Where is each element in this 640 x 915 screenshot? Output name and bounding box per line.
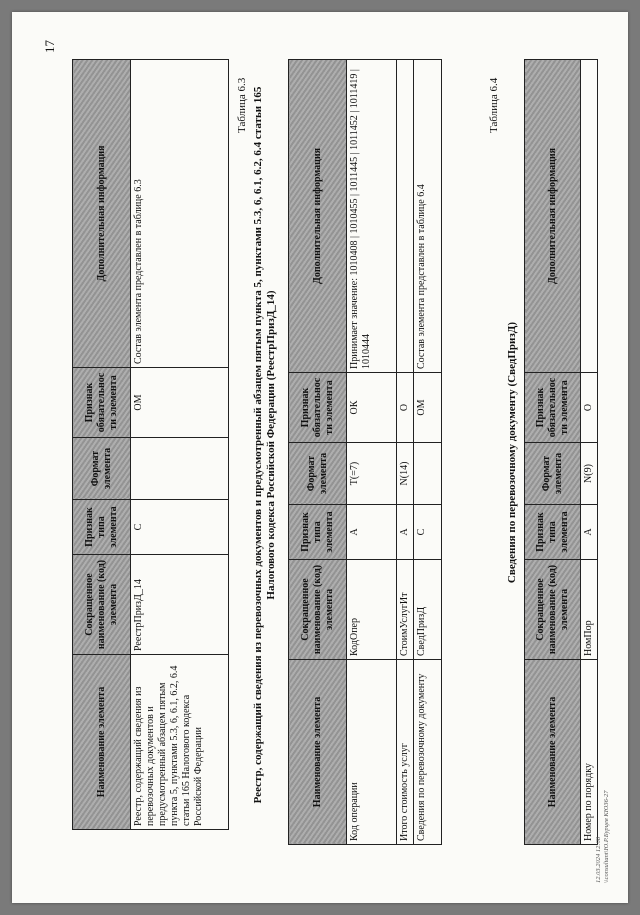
header-code: Сокращенное наименование (код) элемента	[289, 560, 347, 660]
header-name: Наименование элемента	[525, 660, 581, 845]
table-6-4-label: Таблица 6.4	[488, 77, 500, 133]
header-format: Формат элемента	[73, 438, 131, 500]
header-required: Признак обязательности элемента	[289, 373, 347, 443]
page-number: 17	[42, 40, 57, 53]
table-row: Сведения по перевозочному документу СведПризД С ОМ Состав элемента представлен в таблице 6.4	[414, 60, 442, 845]
table-row: Номер по порядку НомПор А N(9) О	[581, 60, 598, 845]
header-code: Сокращенное наименование (код) элемента	[525, 560, 581, 660]
header-type: Признак типа элемента	[289, 505, 347, 560]
header-info: Дополнительная информация	[289, 60, 347, 373]
document-page	[12, 12, 628, 903]
header-type: Признак типа элемента	[73, 500, 131, 555]
table-6-3-caption: Реестр, содержащий сведения из перевозочных документов и предусмотренный абзацем пятым пункта 5, пунктами 5.3, 6, 6.1, 6.2, 6.4 статьи 165 Налогового кодекса Российской Федерации (РеестрПризД_14)	[252, 86, 277, 804]
table-6-4-caption: Сведения по перевозочному документу (СведПризД)	[506, 321, 518, 584]
header-code: Сокращенное наименование (код) элемента	[73, 555, 131, 655]
table-6-3	[288, 59, 442, 845]
rotated-content	[40, 25, 610, 885]
header-name: Наименование элемента	[289, 660, 347, 845]
table-6-4	[524, 59, 598, 845]
table-6-2-continuation	[72, 59, 229, 830]
header-required: Признак обязательности элемента	[525, 373, 581, 443]
header-info: Дополнительная информация	[73, 60, 131, 368]
table-row: Итого стоимость услуг СтоимУслугИт А N(14) О	[397, 60, 414, 845]
table-6-3-label: Таблица 6.3	[236, 77, 248, 133]
table-row: Реестр, содержащий сведения из перевозочных документов и предусмотренный абзацем пятым пункта 5, пунктами 5.3, 6, 6.1, 6.2, 6.4 статьи 165 Налогового кодекса Российской Федерации РеестрПризД_14 С ОМ Состав элемента представлен в таблице 6.3	[131, 60, 229, 830]
header-format: Формат элемента	[525, 443, 581, 505]
header-name: Наименование элемента	[73, 655, 131, 830]
header-info: Дополнительная информация	[525, 60, 581, 373]
table-row: Код операции КодОпер А T(=7) ОК Принимает значение: 1010408 | 1010455 | 1011445 | 1011452 | 1011419 | 1010444	[347, 60, 397, 845]
print-stamp: 12.03.2024 12:08 \\consultant\Ю.Р.Бурцев КЮ36-27	[595, 790, 610, 883]
header-type: Признак типа элемента	[525, 505, 581, 560]
header-format: Формат элемента	[289, 443, 347, 505]
header-required: Признак обязательности элемента	[73, 368, 131, 438]
